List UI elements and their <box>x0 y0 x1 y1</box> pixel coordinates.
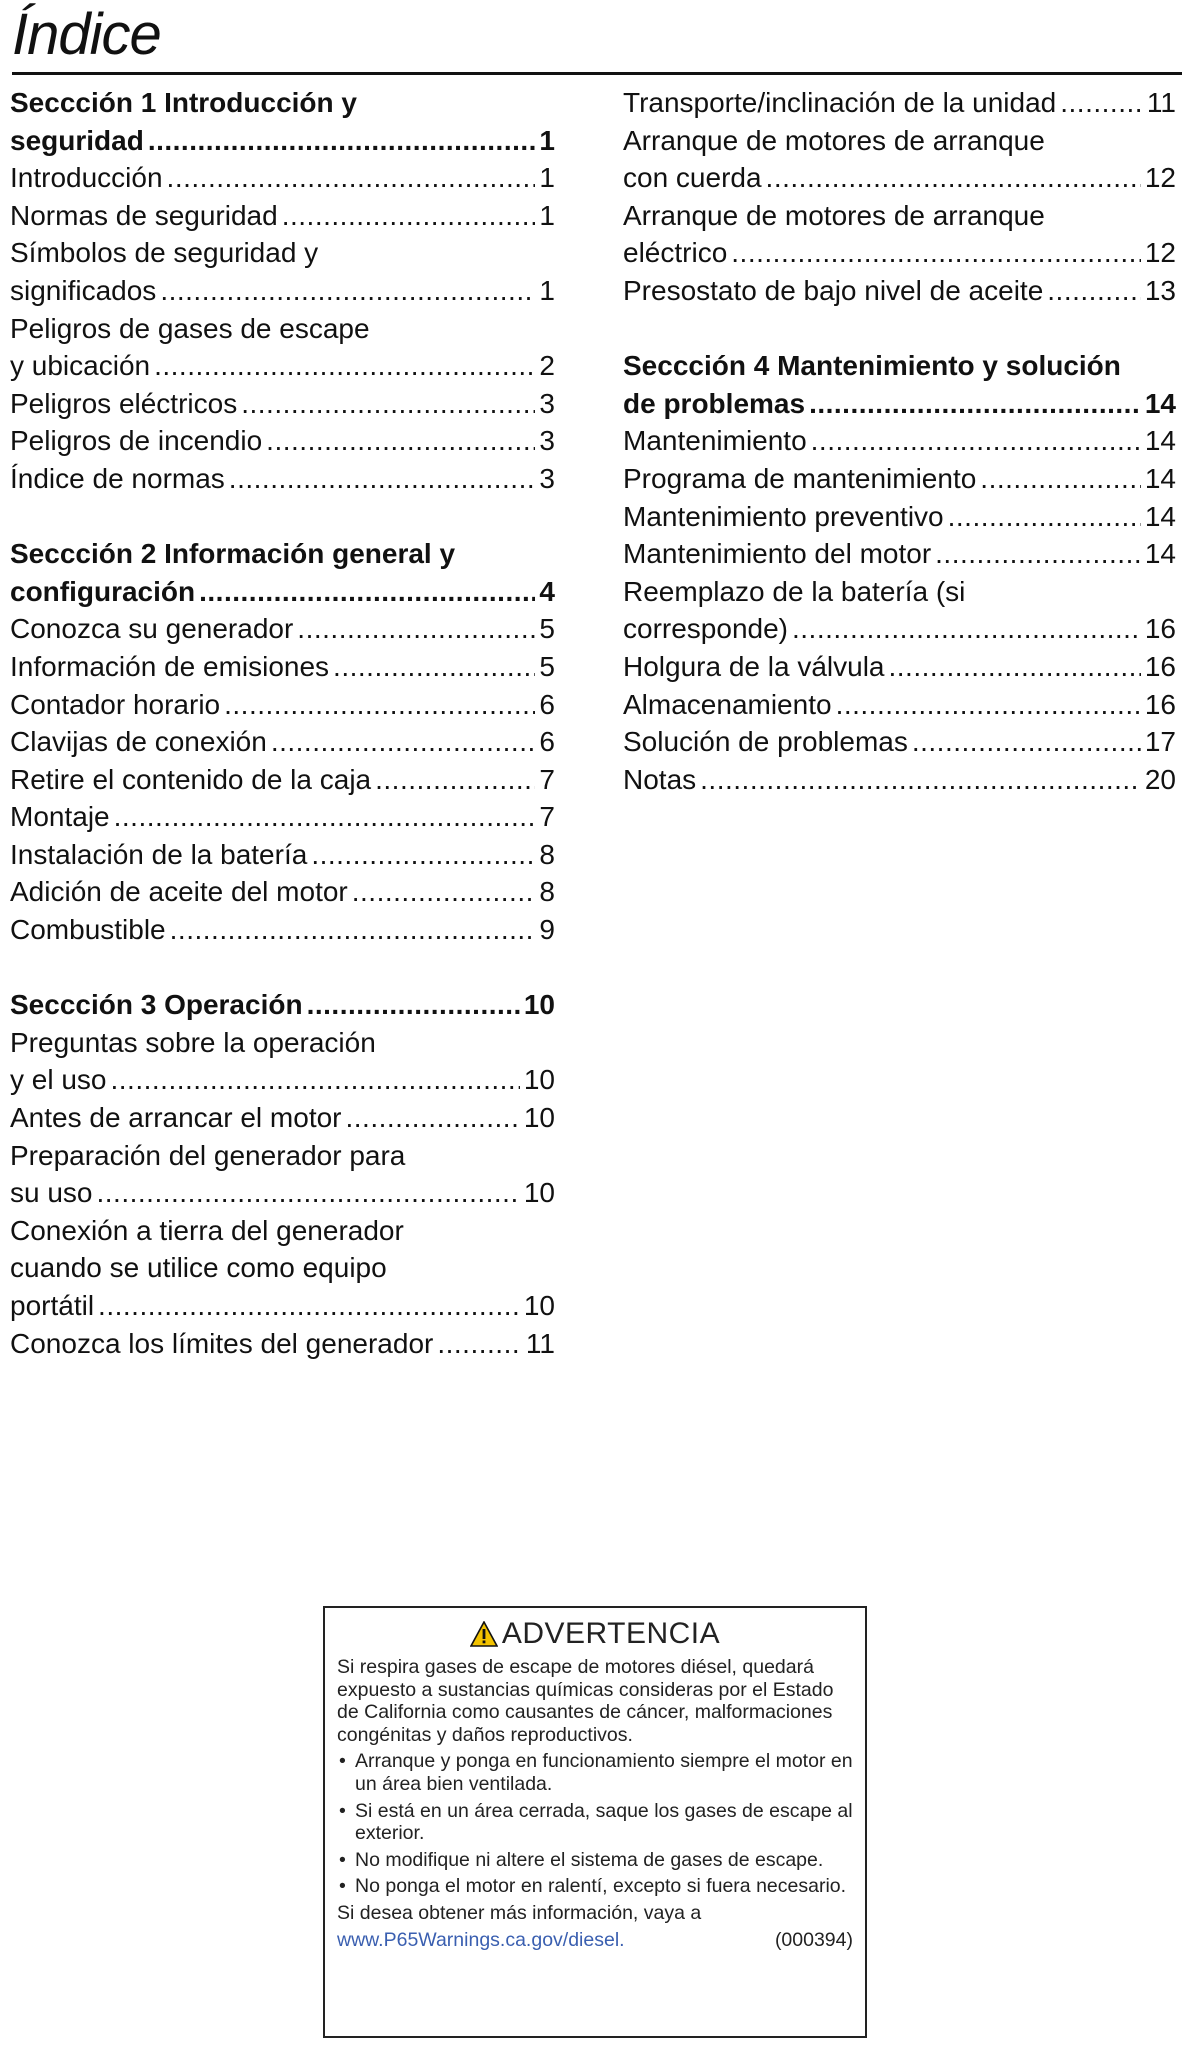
toc-section-heading[interactable] <box>623 347 1176 385</box>
toc-section-heading[interactable] <box>10 122 555 160</box>
toc-dot-leader <box>307 986 520 1024</box>
toc-page-number: 14 <box>1144 500 1176 532</box>
toc-page-number: 1 <box>539 162 555 194</box>
toc-section-heading[interactable] <box>10 986 555 1024</box>
toc-entry[interactable] <box>623 648 1176 686</box>
warning-list <box>337 1750 853 1898</box>
warning-bullet: • No modifique ni altere el sistema de gases de escape. <box>337 1849 853 1872</box>
toc-entry[interactable] <box>623 723 1176 761</box>
toc-entry-title: Conozca los límites del generador <box>10 1327 434 1359</box>
toc-page-number: 3 <box>539 462 555 494</box>
toc-page-number: 11 <box>1146 87 1176 118</box>
toc-dot-leader <box>889 648 1141 686</box>
toc-page-number: 7 <box>539 763 555 795</box>
warning-bullet: • Arranque y ponga en funcionamiento siempre el motor en un área bien ventilada. <box>337 1750 853 1795</box>
toc-entry-title: Clavijas de conexión <box>10 726 267 758</box>
warning-code: (000394) <box>774 1928 853 1951</box>
toc-page-number: 10 <box>523 989 555 1021</box>
toc-entry-title: Seccción 2 Información general y <box>10 538 456 570</box>
toc-entry-title: Notas <box>623 763 697 795</box>
toc-dot-leader <box>111 1061 520 1099</box>
toc-dot-leader <box>809 385 1141 423</box>
toc-page-number: 1 <box>539 124 555 156</box>
toc-dot-leader <box>224 686 535 724</box>
toc-page-number: 10 <box>523 1290 555 1321</box>
toc-entry[interactable] <box>10 723 555 761</box>
toc-entry-title: Almacenamiento <box>623 688 832 720</box>
toc-dot-leader <box>948 498 1141 536</box>
toc-dot-leader <box>170 911 536 949</box>
toc-dot-leader <box>167 159 536 197</box>
toc-entry-title: Información de emisiones <box>10 650 330 682</box>
toc-entry-title: cuando se utilice como equipo <box>10 1252 387 1284</box>
warning-footer <box>337 1929 853 1952</box>
toc-entry-title: Índice de normas <box>10 462 225 494</box>
toc-entry[interactable] <box>623 422 1176 460</box>
toc-entry-title: con cuerda <box>623 162 762 194</box>
toc-dot-leader <box>912 723 1141 761</box>
toc-entry-title: Retire el contenido de la caja <box>10 763 372 795</box>
toc-entry-title: significados <box>10 274 157 306</box>
toc-entry-title: Transporte/inclinación de la unidad <box>623 87 1057 118</box>
toc-section-heading[interactable] <box>10 573 555 611</box>
toc-page-number: 10 <box>523 1102 555 1134</box>
toc-dot-leader <box>980 460 1141 498</box>
toc-page-number: 5 <box>539 613 555 645</box>
toc-page-number: 14 <box>1144 538 1176 570</box>
toc-left-column <box>10 84 555 1362</box>
toc-entry[interactable] <box>10 1137 555 1175</box>
toc-dot-leader <box>792 610 1141 648</box>
toc-entry-title: Conexión a tierra del generador <box>10 1214 404 1246</box>
toc-dot-leader <box>700 761 1141 799</box>
toc-entry[interactable] <box>10 159 555 197</box>
toc-entry-title: Arranque de motores de arranque <box>623 124 1045 156</box>
toc-entry-title: Combustible <box>10 914 166 946</box>
toc-entry-title: Preparación del generador para <box>10 1139 406 1171</box>
toc-entry[interactable] <box>623 84 1176 122</box>
toc-page-number: 16 <box>1144 650 1176 682</box>
toc-page-number: 6 <box>539 726 555 758</box>
toc-dot-leader <box>766 159 1141 197</box>
toc-entry-title: su uso <box>10 1177 93 1209</box>
toc-page-number: 11 <box>525 1327 555 1359</box>
toc-dot-leader <box>375 761 535 799</box>
toc-entry[interactable] <box>10 873 555 911</box>
toc-dot-leader <box>160 272 535 310</box>
toc-entry-title: Conozca su generador <box>10 613 294 645</box>
toc-section-heading[interactable] <box>10 84 555 122</box>
toc-entry[interactable] <box>10 234 555 272</box>
toc-dot-leader <box>241 385 535 423</box>
toc-dot-leader <box>437 1325 522 1363</box>
toc-entry-title: de problemas <box>623 387 806 419</box>
toc-entry-title: Peligros de gases de escape <box>10 312 370 344</box>
title-divider <box>12 72 1182 75</box>
toc-page-number: 3 <box>539 387 555 419</box>
toc-page-number: 1 <box>539 199 555 231</box>
toc-dot-leader <box>114 798 536 836</box>
toc-dot-leader <box>266 422 535 460</box>
toc-entry[interactable] <box>623 498 1176 536</box>
toc-dot-leader <box>346 1099 520 1137</box>
toc-page-number: 1 <box>539 274 555 306</box>
toc-right-column <box>623 84 1176 798</box>
warning-link[interactable]: www.P65Warnings.ca.gov/diesel. <box>337 1928 625 1951</box>
toc-entry-title: Seccción 4 Mantenimiento y solución <box>623 350 1121 382</box>
toc-entry[interactable] <box>10 197 555 235</box>
warning-title <box>337 1616 853 1652</box>
toc-entry-title: Seccción 1 Introducción y <box>10 87 357 118</box>
toc-entry[interactable] <box>10 798 555 836</box>
toc-entry-title: y ubicación <box>10 350 151 382</box>
toc-entry-title: configuración <box>10 575 196 607</box>
toc-entry[interactable] <box>10 422 555 460</box>
toc-page-number: 10 <box>523 1177 555 1209</box>
toc-entry-title: Presostato de bajo nivel de aceite <box>623 274 1044 306</box>
toc-entry-title: Peligros de incendio <box>10 425 263 457</box>
warning-box <box>323 1606 867 2038</box>
toc-entry[interactable] <box>623 761 1176 799</box>
toc-dot-leader <box>1060 84 1143 122</box>
toc-page-number: 12 <box>1144 162 1176 194</box>
toc-entry[interactable] <box>10 1061 555 1099</box>
toc-entry[interactable] <box>10 310 555 348</box>
toc-page-number: 16 <box>1144 688 1176 720</box>
toc-entry[interactable] <box>623 610 1176 648</box>
toc-entry-title: Adición de aceite del motor <box>10 876 348 908</box>
page-title: Índice <box>12 2 161 67</box>
toc-entry-title: Holgura de la válvula <box>623 650 885 682</box>
toc-entry-title: eléctrico <box>623 237 728 269</box>
toc-entry[interactable] <box>10 911 555 949</box>
toc-dot-leader <box>98 1287 520 1325</box>
toc-entry[interactable] <box>10 1325 555 1363</box>
toc-gap <box>623 310 1176 348</box>
toc-entry[interactable] <box>10 761 555 799</box>
toc-page-number: 5 <box>539 650 555 682</box>
toc-entry[interactable] <box>10 1099 555 1137</box>
toc-entry[interactable] <box>623 573 1176 611</box>
toc-entry-title: portátil <box>10 1290 95 1321</box>
toc-entry-title: Instalación de la batería <box>10 838 308 870</box>
toc-entry-title: y el uso <box>10 1064 107 1096</box>
toc-entry[interactable] <box>10 272 555 310</box>
toc-entry[interactable] <box>623 535 1176 573</box>
toc-entry-title: Seccción 3 Operación <box>10 989 303 1021</box>
toc-entry[interactable] <box>10 460 555 498</box>
toc-entry-title: Preguntas sobre la operación <box>10 1026 376 1058</box>
toc-entry[interactable] <box>623 197 1176 235</box>
toc-entry-title: Mantenimiento preventivo <box>623 500 944 532</box>
toc-page-number: 17 <box>1144 726 1176 758</box>
toc-section-heading[interactable] <box>10 535 555 573</box>
toc-dot-leader <box>297 610 535 648</box>
toc-entry-title: Introducción <box>10 162 163 194</box>
toc-page-number: 9 <box>539 914 555 946</box>
toc-dot-leader <box>935 535 1141 573</box>
toc-dot-leader <box>154 347 535 385</box>
toc-page-number: 6 <box>539 688 555 720</box>
toc-page-number: 7 <box>539 801 555 833</box>
toc-entry-title: Peligros eléctricos <box>10 387 238 419</box>
toc-entry-title: Montaje <box>10 801 110 833</box>
toc-entry-title: Símbolos de seguridad y <box>10 237 319 269</box>
toc-dot-leader <box>282 197 536 235</box>
toc-dot-leader <box>731 234 1141 272</box>
toc-dot-leader <box>352 873 536 911</box>
warning-more-info: Si desea obtener más información, vaya a <box>337 1901 702 1924</box>
toc-page-number: 20 <box>1144 763 1176 795</box>
toc-entry[interactable] <box>623 159 1176 197</box>
toc-page-number: 16 <box>1144 613 1176 645</box>
toc-entry[interactable] <box>623 686 1176 724</box>
toc-entry-title: Mantenimiento <box>623 425 807 457</box>
toc-entry[interactable] <box>10 1249 555 1287</box>
warning-intro: Si respira gases de escape de motores diésel, quedará expuesto a sustancias químicas consideras por el Estado de California como causantes de cáncer, malformaciones congénitas y daños reproductivos. <box>337 1656 834 1746</box>
toc-section-heading[interactable] <box>623 385 1176 423</box>
toc-entry[interactable] <box>10 385 555 423</box>
toc-page-number: 14 <box>1144 387 1176 419</box>
toc-entry-title: Programa de mantenimiento <box>623 462 977 494</box>
toc-entry-title: Normas de seguridad <box>10 199 278 231</box>
toc-dot-leader <box>199 573 535 611</box>
toc-entry[interactable] <box>623 272 1176 310</box>
toc-gap <box>10 949 555 987</box>
toc-entry[interactable] <box>10 648 555 686</box>
toc-page-number: 8 <box>539 838 555 870</box>
toc-dot-leader <box>311 836 535 874</box>
toc-entry[interactable] <box>10 1287 555 1325</box>
toc-dot-leader <box>333 648 535 686</box>
toc-dot-leader <box>271 723 536 761</box>
warning-bullet: • Si está en un área cerrada, saque los gases de escape al exterior. <box>337 1800 853 1845</box>
toc-page-number: 12 <box>1144 237 1176 269</box>
toc-entry-title: Solución de problemas <box>623 726 908 758</box>
toc-dot-leader <box>836 686 1141 724</box>
toc-entry[interactable] <box>10 1174 555 1212</box>
toc-page-number: 14 <box>1144 425 1176 457</box>
warning-title-text: ADVERTENCIA <box>501 1617 721 1650</box>
toc-entry-title: seguridad <box>10 124 144 156</box>
toc-entry[interactable] <box>623 234 1176 272</box>
toc-entry[interactable] <box>10 1024 555 1062</box>
toc-gap <box>10 498 555 536</box>
toc-entry-title: Reemplazo de la batería (si <box>623 575 966 607</box>
toc-entry[interactable] <box>10 836 555 874</box>
toc-entry[interactable] <box>10 347 555 385</box>
warning-triangle-icon <box>470 1621 498 1647</box>
toc-entry[interactable] <box>623 460 1176 498</box>
toc-entry[interactable] <box>10 610 555 648</box>
toc-page-number: 3 <box>539 425 555 457</box>
toc-entry[interactable] <box>623 122 1176 160</box>
toc-dot-leader <box>811 422 1141 460</box>
toc-entry-title: Antes de arrancar el motor <box>10 1102 342 1134</box>
toc-page-number: 8 <box>539 876 555 908</box>
toc-entry-title: Contador horario <box>10 688 221 720</box>
toc-page-number: 13 <box>1144 274 1176 306</box>
toc-dot-leader <box>1047 272 1141 310</box>
toc-entry-title: Arranque de motores de arranque <box>623 199 1045 231</box>
toc-page-number: 2 <box>539 350 555 382</box>
toc-dot-leader <box>97 1174 520 1212</box>
warning-bullet: • No ponga el motor en ralentí, excepto si fuera necesario. <box>337 1875 853 1898</box>
toc-entry[interactable] <box>10 686 555 724</box>
toc-dot-leader <box>229 460 536 498</box>
toc-page-number: 14 <box>1144 462 1176 494</box>
toc-entry[interactable] <box>10 1212 555 1250</box>
toc-entry-title: Mantenimiento del motor <box>623 538 932 570</box>
toc-page-number: 4 <box>539 575 555 607</box>
toc-page-number: 10 <box>523 1064 555 1096</box>
toc-dot-leader <box>148 122 536 160</box>
toc-entry-title: corresponde) <box>623 613 788 645</box>
